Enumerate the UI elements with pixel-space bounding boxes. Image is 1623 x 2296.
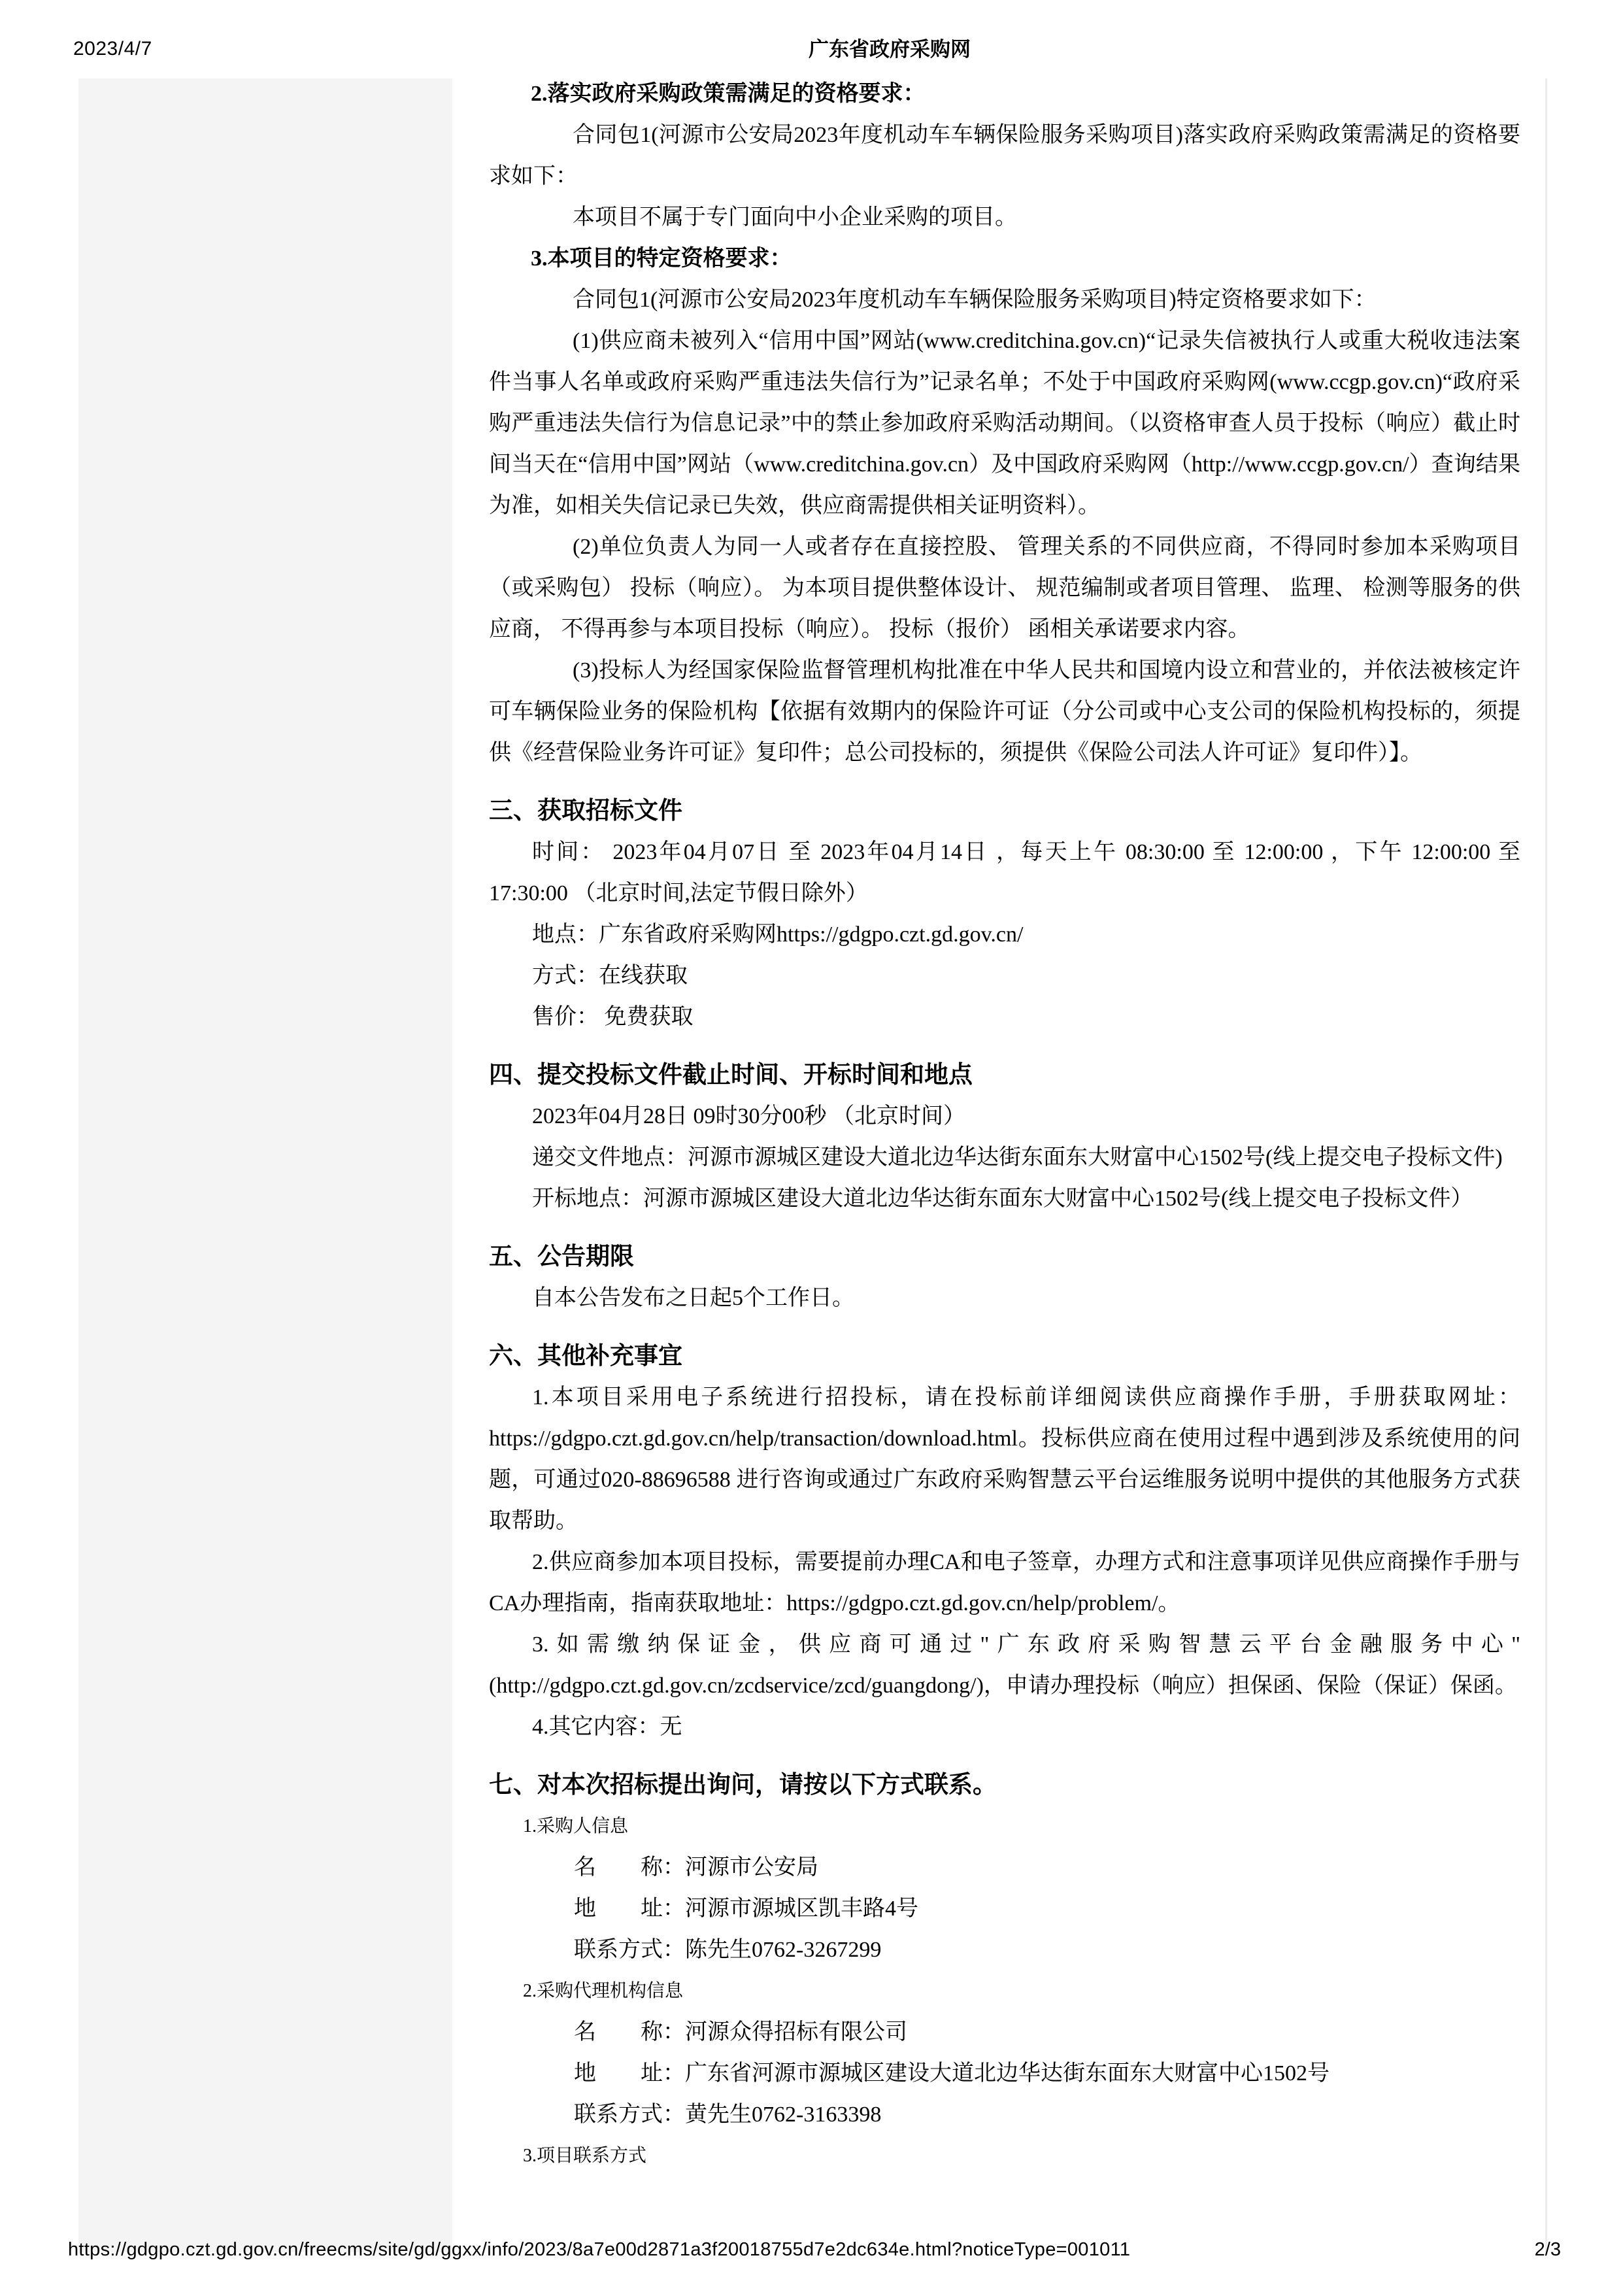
paragraph: 时间： 2023年04月07日 至 2023年04月14日 ，每天上午 08:30:00 至 12:00:00 ，下午 12:00:00 至 17:30:00 （北京时间,法定节假日除外）	[489, 840, 1520, 905]
section-heading: 五、公告期限	[489, 1243, 634, 1270]
paragraph: (3)投标人为经国家保险监督管理机构批准在中华人民共和国境内设立和营业的，并依法被核定许可车辆保险业务的保险机构【依据有效期内的保险许可证（分公司或中心支公司的保险机构投标的，须提供《经营保险业务许可证》复印件；总公司投标的，须提供《保险公司法人许可证》复印件）】。	[489, 658, 1520, 765]
paragraph: 1.本项目采用电子系统进行招投标，请在投标前详细阅读供应商操作手册，手册获取网址：https://gdgpo.czt.gd.gov.cn/help/transaction/download.html。投标供应商在使用过程中遇到涉及系统使用的问题，可通过020-88696588 进行咨询或通过广东政府采购智慧云平台运维服务说明中提供的其他服务方式获取帮助。	[489, 1385, 1520, 1533]
notice-content	[489, 73, 1520, 2176]
contact-detail: 联系方式：黄先生0762-3163398	[574, 2102, 882, 2127]
paragraph: (2)单位负责人为同一人或者存在直接控股、 管理关系的不同供应商，不得同时参加本采购项目（或采购包） 投标（响应）。 为本项目提供整体设计、 规范编制或者项目管理、 监理、 检测等服务的供应商， 不得再参与本项目投标（响应）。 投标（报价） 函相关承诺要求内容。	[489, 535, 1520, 641]
contact-detail: 地 址：河源市源城区凯丰路4号	[574, 1897, 918, 1921]
paragraph: 4.其它内容：无	[532, 1715, 682, 1739]
paragraph: 合同包1(河源市公安局2023年度机动车车辆保险服务采购项目)特定资格要求如下：	[573, 288, 1377, 312]
contact-subheading: 3.项目联系方式	[523, 2146, 647, 2166]
paragraph: (1)供应商未被列入“信用中国”网站(www.creditchina.gov.cn)“记录失信被执行人或重大税收违法案件当事人名单或政府采购严重违法失信行为”记录名单；不处于中国政府采购网(www.ccgp.gov.cn)“政府采购严重违法失信行为信息记录”中的禁止参加政府采购活动期间。（以资格审查人员于投标（响应）截止时间当天在“信用中国”网站（www.creditchina.gov.cn）及中国政府采购网（http://www.ccgp.gov.cn/）查询结果为准，如相关失信记录已失效，供应商需提供相关证明资料）。	[489, 329, 1520, 518]
print-footer-url: https://gdgpo.czt.gd.gov.cn/freecms/site/gd/ggxx/info/2023/8a7e00d2871a3f20018755d7e2dc634e.html?noticeType=001011	[68, 2239, 1131, 2260]
paragraph: 3.如需缴纳保证金，供应商可通过"广东政府采购智慧云平台金融服务中心"(http://gdgpo.czt.gd.gov.cn/zcdservice/zcd/guangdong/)，申请办理投标（响应）担保函、保险（保证）保函。	[489, 1632, 1520, 1698]
contact-detail: 名 称：河源市公安局	[574, 1855, 818, 1880]
paragraph: 2023年04月28日 09时30分00秒 （北京时间）	[532, 1104, 965, 1128]
paragraph: 2.供应商参加本项目投标，需要提前办理CA和电子签章，办理方式和注意事项详见供应商操作手册与CA办理指南，指南获取地址：https://gdgpo.czt.gd.gov.cn/help/problem/。	[489, 1550, 1520, 1615]
paragraph: 自本公告发布之日起5个工作日。	[532, 1286, 854, 1310]
print-footer-page-indicator: 2/3	[1534, 2239, 1561, 2260]
left-gray-panel	[78, 78, 452, 2252]
paragraph: 合同包1(河源市公安局2023年度机动车车辆保险服务采购项目)落实政府采购政策需满足的资格要求如下：	[489, 123, 1520, 188]
contact-detail: 名 称：河源众得招标有限公司	[574, 2020, 907, 2044]
print-header-date: 2023/4/7	[73, 38, 152, 59]
item-heading: 2.落实政府采购政策需满足的资格要求：	[531, 82, 926, 106]
contact-subheading: 1.采购人信息	[523, 1816, 629, 1836]
scrollbar-track	[1545, 78, 1547, 2252]
section-heading: 六、其他补充事宜	[489, 1343, 682, 1370]
section-heading: 七、对本次招标提出询问，请按以下方式联系。	[489, 1772, 997, 1798]
paragraph: 本项目不属于专门面向中小企业采购的项目。	[573, 205, 1017, 229]
paragraph: 递交文件地点：河源市源城区建设大道北边华达街东面东大财富中心1502号(线上提交电子投标文件)	[532, 1145, 1503, 1170]
paragraph: 方式：在线获取	[532, 964, 688, 988]
paragraph: 售价： 免费获取	[532, 1005, 694, 1029]
paragraph: 地点：广东省政府采购网https://gdgpo.czt.gd.gov.cn/	[532, 922, 1024, 947]
print-header-title: 广东省政府采购网	[809, 38, 971, 61]
contact-detail: 地 址：广东省河源市源城区建设大道北边华达街东面东大财富中心1502号	[574, 2061, 1330, 2085]
section-heading: 三、获取招标文件	[489, 798, 682, 824]
contact-detail: 联系方式：陈先生0762-3267299	[574, 1938, 882, 1962]
section-heading: 四、提交投标文件截止时间、开标时间和地点	[489, 1062, 973, 1089]
paragraph: 开标地点：河源市源城区建设大道北边华达街东面东大财富中心1502号(线上提交电子投标文件）	[532, 1187, 1473, 1211]
item-heading: 3.本项目的特定资格要求：	[531, 246, 792, 271]
contact-subheading: 2.采购代理机构信息	[523, 1981, 684, 2001]
